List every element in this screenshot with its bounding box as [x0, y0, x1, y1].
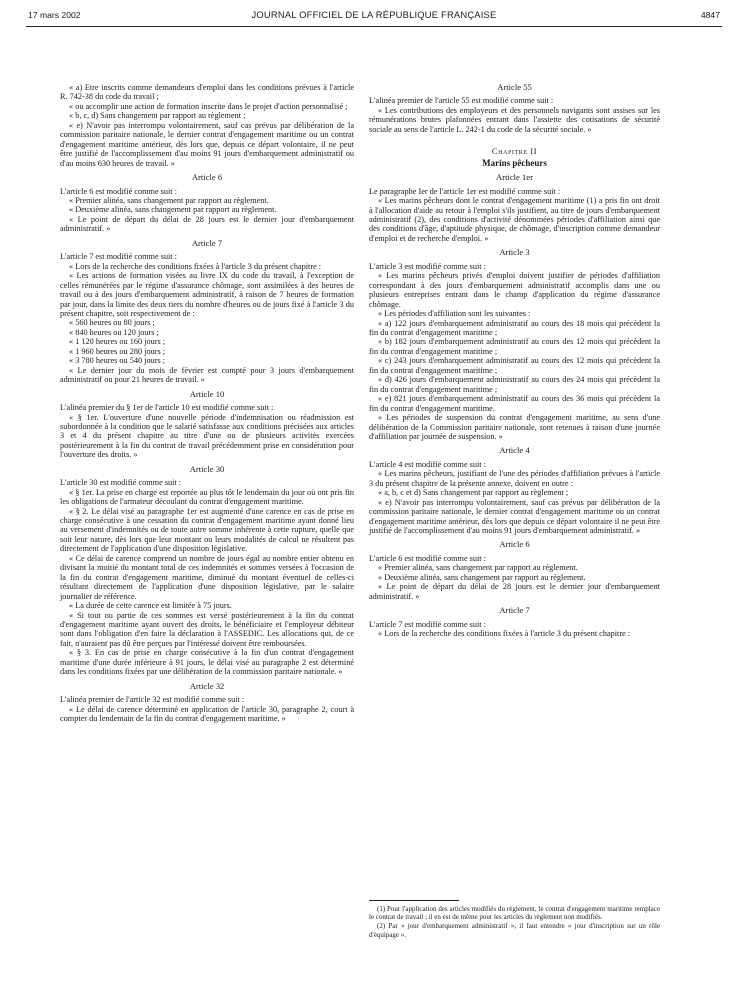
- paragraph: « Les périodes d'affiliation sont les suivantes :: [378, 309, 531, 319]
- paragraph: « Si tout ou partie de ces sommes est versé postérieurement à la fin du contrat d'engagement maritime ayant ouvert des droits, le bénéficiaire et l'employeur débiteur sont dans l'obligation d'en faire la déclaration à l'ASSEDIC. Les allocations qui, de ce fait, n'auraient pas dû être perçues par l'intéressé doivent être remboursées.: [60, 610, 354, 648]
- list-item: « 560 heures ou 80 jours ;: [69, 318, 155, 328]
- journal-title: JOURNAL OFFICIEL DE LA RÉPUBLIQUE FRANÇAISE: [251, 9, 497, 20]
- paragraph: « Deuxième alinéa, sans changement par rapport au règlement.: [378, 572, 586, 582]
- article-heading: Article 55: [497, 82, 532, 92]
- article-heading: Article 7: [191, 237, 223, 248]
- paragraph: « Les marins pêcheurs privés d'emploi doivent justifier de périodes d'affiliation correspondant à des jours d'embarquement administratif accomplis dans une ou plusieurs entreprises entrant dans le champ d'application du régime d'assurance chômage.: [369, 271, 660, 309]
- paragraph: « Les périodes de suspension du contrat d'engagement maritime, au sens d'une délibération de la Commission paritaire nationale, sont retenues à raison d'une journée d'affiliation par journée de suspension. »: [369, 413, 660, 441]
- chapter-label: Chapitre II: [491, 147, 538, 157]
- article-heading: Article 3: [499, 247, 530, 258]
- paragraph: L'article 4 est modifié comme suit :: [369, 459, 486, 469]
- paragraph: « Le dernier jour du mois de février est compté pour 3 jours d'embarquement administratif ou pour 21 heures de travail. »: [60, 365, 354, 385]
- list-item: « e) 821 jours d'embarquement administratif au cours des 36 mois qui précèdent la fin du contrat d'engagement maritime.: [369, 394, 660, 413]
- paragraph: « Le point de départ du délai de 28 jours est le dernier jour d'embarquement administratif. »: [60, 214, 354, 234]
- paragraph: « Le délai de carence déterminé en application de l'article 30, paragraphe 2, court à compter du lendemain de la fin du contrat d'engagement maritime. »: [60, 704, 354, 724]
- footnote: (1) Pour l'application des articles modifiés du règlement, le contrat d'engagement maritime remplace le contrat de travail ; il en est de même pour les articles du règlement non modifiés.: [369, 905, 660, 922]
- article-heading: Article 32: [189, 680, 225, 691]
- paragraph: « Le point de départ du délai de 28 jours est le dernier jour d'embarquement administratif. »: [369, 582, 660, 601]
- paragraph: « La durée de cette carence est limitée à 75 jours.: [69, 601, 232, 611]
- paragraph: L'article 7 est modifié comme suit :: [369, 619, 486, 629]
- paragraph: « b, c, d) Sans changement par rapport au règlement ;: [69, 111, 246, 121]
- paragraph: L'alinéa premier de l'article 32 est modifié comme suit :: [60, 695, 245, 705]
- paragraph: L'article 6 est modifié comme suit :: [60, 186, 177, 196]
- list-item: « d) 426 jours d'embarquement administratif au cours des 24 mois qui précèdent la fin du contrat d'engagement maritime ;: [369, 375, 660, 394]
- paragraph: « a, b, c et d) Sans changement par rapport au règlement ;: [378, 488, 569, 498]
- page-number: 4847: [700, 10, 720, 20]
- paragraph: L'article 6 est modifié comme suit :: [369, 553, 486, 563]
- paragraph: « e) N'avoir pas interrompu volontairement, sauf cas prévus par délibération de la commission paritaire nationale, le dernier contrat d'engagement maritime ou un contrat d'engagement maritime antérieur, dès lors que, depuis ce départ volontaire, il ne peut être justifié de l'accomplissement d'au moins 91 jours d'embarquement administratif ou d'au moins 630 heures de travail. »: [60, 120, 354, 168]
- paragraph: « Les marins pêcheurs dont le contrat d'engagement maritime (1) a pris fin ont droit à l'allocation d'aide au retour à l'emploi s'ils justifient, au titre de jours d'embarquement administratif (2), des conditions d'activité dénommées périodes d'affiliation ainsi que des conditions d'âge, d'aptitude physique, de chômage, d'inscription comme demandeur d'emploi et de recherche d'emploi. »: [369, 196, 660, 243]
- paragraph: « Les marins pêcheurs, justifiant de l'une des périodes d'affiliation prévues à l'article 3 du présent chapitre de la présente annexe, doivent en outre :: [369, 469, 660, 488]
- article-heading: Article 6: [499, 539, 530, 550]
- paragraph: « Les actions de formation visées au livre IX du code du travail, à l'exception de celles rémunérées par le régime d'assurance chômage, sont assimilées à des heures de travail ou à des jours d'embarquement administratif, à raison de 7 heures de formation par jour, dans la limite des deux tiers du nombre d'heures ou de jours fixé à l'article 3 du présent chapitre, soit respectivement de :: [60, 271, 354, 318]
- article-heading: Article 4: [499, 445, 530, 456]
- paragraph: « § 1er. L'ouverture d'une nouvelle période d'indemnisation ou réadmission est subordonnée à la condition que le salarié satisfasse aux conditions précisées aux articles 3 et 4 du présent chapitre au titre d'une ou de plusieurs activités exercées postérieurement à la fin du contrat de travail précédemment prise en considération pour l'ouverture des droits. »: [60, 412, 354, 460]
- list-item: « 3 780 heures ou 540 jours ;: [69, 356, 166, 366]
- footnotes: [369, 900, 660, 940]
- article-heading: Article 6: [191, 172, 223, 183]
- paragraph: Le paragraphe Ier de l'article 1er est modifié comme suit :: [369, 186, 561, 196]
- paragraph: « Deuxième alinéa, sans changement par rapport au règlement.: [69, 205, 277, 215]
- article-heading: Article 1er: [496, 172, 533, 183]
- footnote-rule: [369, 900, 459, 901]
- list-item: « 840 heures ou 120 jours ;: [69, 327, 159, 337]
- paragraph: « e) N'avoir pas interrompu volontairement, sauf cas prévus par délibération de la commission paritaire nationale, le dernier contrat d'engagement maritime ou un contrat d'engagement maritime antérieur, dès lors que depuis ce départ volontaire il ne peut être justifié de l'accomplissement d'au moins 91 jours d'embarquement administratif. »: [369, 497, 660, 536]
- paragraph: L'article 30 est modifié comme suit :: [60, 478, 182, 488]
- header-rule: [26, 26, 722, 27]
- paragraph: « Ce délai de carence comprend un nombre de jours égal au nombre entier obtenu en divisant la moitié du montant total de ces indemnités et sommes versées à l'occasion de la fin du contrat d'engagement maritime, diminué du montant éventuel de celles-ci résultant directement de l'application d'une disposition législative, par le salaire journalier de référence.: [60, 553, 354, 601]
- list-item: « a) 122 jours d'embarquement administratif au cours des 18 mois qui précèdent la fin du contrat d'engagement maritime ;: [369, 318, 660, 337]
- article-heading: Article 7: [499, 605, 530, 616]
- paragraph: « a) Etre inscrits comme demandeurs d'emploi dans les conditions prévues à l'article R. 742-38 du code du travail ;: [60, 83, 354, 102]
- left-column: [60, 83, 354, 724]
- footnote: (2) Par « jour d'embarquement administratif », il faut entendre « jour d'inscription sur un rôle d'équipage ».: [369, 922, 660, 939]
- header-date: 17 mars 2002: [28, 10, 81, 20]
- article-heading: Article 10: [189, 388, 225, 399]
- paragraph: « § 2. Le délai visé au paragraphe 1er est augmenté d'une carence en cas de prise en charge consécutive à une cessation du contrat d'engagement maritime ayant donné lieu au versement d'indemnités ou de toute autre somme inhérente à cette rupture, quelle que soit leur nature, dès lors que leur montant ou leurs modalités de calcul ne résultent pas directement de l'application d'une disposition législative.: [60, 506, 354, 554]
- right-column: [369, 83, 660, 639]
- list-item: « 1 120 heures ou 160 jours ;: [69, 337, 166, 347]
- paragraph: « § 3. En cas de prise en charge consécutive à la fin d'un contrat d'engagement maritime d'une durée inférieure à 91 jours, le délai visé au paragraphe 2 est déterminé dans les conditions fixées par une délibération de la commission paritaire nationale. »: [60, 648, 354, 677]
- list-item: « c) 243 jours d'embarquement administratif au cours des 12 mois qui précèdent la fin du contrat d'engagement maritime ;: [369, 356, 660, 375]
- chapter-heading: [369, 147, 660, 156]
- paragraph: L'article 7 est modifié comme suit :: [60, 252, 177, 262]
- paragraph: « Lors de la recherche des conditions fixées à l'article 3 du présent chapitre :: [378, 629, 631, 639]
- paragraph: « Lors de la recherche des conditions fixées à l'article 3 du présent chapitre :: [69, 261, 322, 271]
- section-heading: Marins pêcheurs: [482, 157, 547, 168]
- paragraph: « § 1er. La prise en charge est reportée au plus tôt le lendemain du jour où ont pris fin les obligations de l'armateur découlant du contrat d'engagement maritime.: [60, 487, 354, 507]
- page-header: [28, 8, 720, 26]
- paragraph: « Les contributions des employeurs et des personnels navigants sont assises sur les rémunérations brutes plafonnées entrant dans l'assiette des cotisations de sécurité sociale au sens de l'article L. 242-1 du code de la sécurité sociale. »: [369, 105, 660, 134]
- article-heading: Article 30: [189, 463, 225, 474]
- paragraph: « ou accomplir une action de formation inscrite dans le projet d'action personnalisé ;: [69, 101, 348, 111]
- paragraph: L'alinéa premier de l'article 55 est modifié comme suit :: [369, 96, 554, 106]
- paragraph: L'article 3 est modifié comme suit :: [369, 261, 486, 271]
- paragraph: « Premier alinéa, sans changement par rapport au règlement.: [378, 563, 578, 573]
- list-item: « b) 182 jours d'embarquement administratif au cours des 12 mois qui précèdent la fin du contrat d'engagement maritime ;: [369, 337, 660, 356]
- paragraph: « Premier alinéa, sans changement par rapport au règlement.: [69, 195, 269, 205]
- paragraph: L'alinéa premier du § 1er de l'article 10 est modifié comme suit :: [60, 403, 274, 413]
- list-item: « 1 960 heures ou 280 jours ;: [69, 346, 166, 356]
